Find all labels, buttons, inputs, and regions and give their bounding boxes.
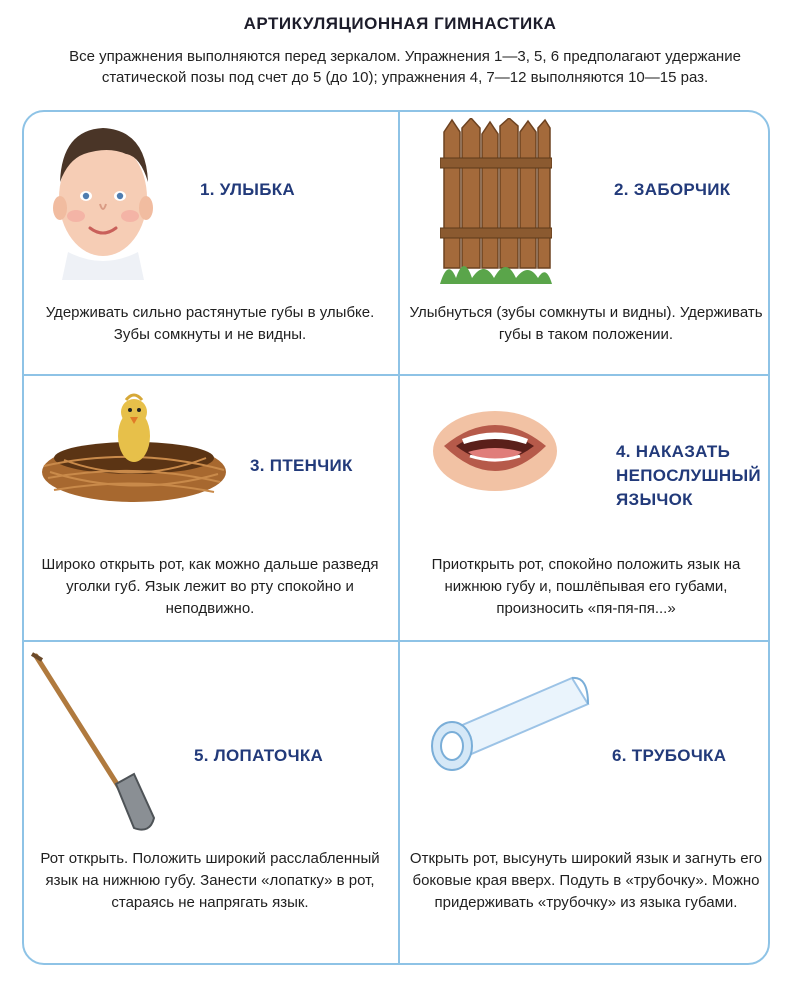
open-mouth-icon — [430, 406, 560, 496]
exercise-card-3 — [24, 376, 396, 641]
exercise-title: 3. ПТЕНЧИК — [250, 456, 353, 475]
exercise-description: Широко открыть рот, как можно дальше разведя уголки губ. Язык лежит во рту спокойно и неподвижно. — [41, 556, 379, 617]
exercise-description: Открыть рот, высунуть широкий язык и загнуть его боковые края вверх. Подуть в «трубочку». Можно придерживать «трубочку» из языка губами. — [409, 850, 763, 911]
exercise-title: 5. ЛОПАТОЧКА — [194, 746, 324, 765]
exercise-card-4 — [400, 376, 770, 641]
intro-text: Все упражнения выполняются перед зеркалом. Упражнения 1—3, 5, 6 предполагают удержание статической позы под счет до 5 (до 10); упражнения 4, 7—12 выполняются 10—15 раз. — [69, 48, 741, 86]
shovel-icon — [30, 652, 160, 832]
exercise-description: Удерживать сильно растянутые губы в улыбке. Зубы сомкнуты и не видны. — [45, 304, 375, 343]
exercise-title: 6. ТРУБОЧКА — [612, 746, 727, 765]
exercise-description: Рот открыть. Положить широкий расслабленный язык на нижнюю губу. Занести «лопатку» в рот, стараясь не напрягать язык. — [40, 850, 380, 911]
exercise-card-5 — [24, 642, 396, 911]
exercise-grid — [22, 110, 770, 965]
paper-roll-icon — [422, 672, 592, 782]
child-face-icon — [48, 120, 158, 280]
fence-icon — [440, 118, 552, 284]
exercise-title: 2. ЗАБОРЧИК — [614, 180, 731, 199]
exercise-title: 4. НАКАЗАТЬ НЕПОСЛУШНЫЙ ЯЗЫЧОК — [616, 442, 761, 509]
chick-in-nest-icon — [34, 386, 234, 506]
exercise-description: Улыбнуться (зубы сомкнуты и видны). Удерживать губы в таком положении. — [409, 304, 763, 343]
exercise-card-2 — [400, 112, 770, 377]
exercise-card-6 — [400, 642, 770, 911]
page-title: АРТИКУЛЯЦИОННАЯ ГИМНАСТИКА — [243, 14, 557, 33]
exercise-title: 1. УЛЫБКА — [200, 180, 295, 199]
exercise-description: Приоткрыть рот, спокойно положить язык на нижнюю губу и, пошлёпывая его губами, произносить «пя-пя-пя...» — [431, 556, 741, 617]
exercise-card-1 — [24, 112, 396, 377]
